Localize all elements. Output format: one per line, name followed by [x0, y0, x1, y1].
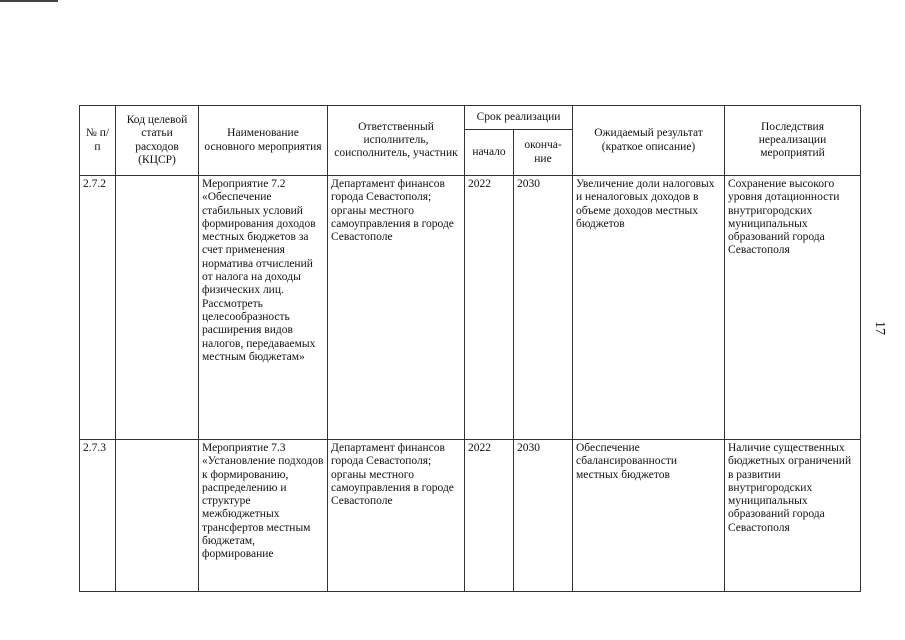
header-period: Срок реализации — [465, 106, 573, 130]
cell-result: Увеличение доли налоговых и неналоговых доходов в объеме доходов местных бюджетов — [573, 176, 725, 440]
cell-kcsr — [116, 440, 199, 592]
header-num: № п/п — [80, 106, 116, 176]
cell-consequences: Сохранение высокого уровня дотационности внутригородских муниципальных образований города Севастополя — [725, 176, 861, 440]
cell-end: 2030 — [514, 440, 573, 592]
cell-end: 2030 — [514, 176, 573, 440]
page-number: 17 — [872, 321, 887, 335]
table-row — [80, 176, 861, 440]
cell-name: Мероприятие 7.2 «Обеспечение стабильных условий формирования доходов местных бюджетов за счет применения норматива отчислений от налога на доходы физических лиц. Рассмотреть целесообразность расширения видов налогов, передаваемых местным бюджетам» — [199, 176, 328, 440]
cell-responsible: Департамент финансов города Севастополя; органы местного самоуправления в городе Севастополе — [328, 176, 465, 440]
cell-consequences: Наличие существенных бюджетных ограничений в развитии внутригородских муниципальных образований города Севастополя — [725, 440, 861, 592]
header-responsible: Ответственный исполнитель, соисполнитель, участник — [328, 106, 465, 176]
measures-table — [79, 105, 861, 592]
header-result: Ожидаемый результат (краткое описание) — [573, 106, 725, 176]
header-end: оконча-ние — [514, 130, 573, 176]
header-consequences: Последствия нереализации мероприятий — [725, 106, 861, 176]
cell-start: 2022 — [465, 176, 514, 440]
header-kcsr: Код целевой статьи расходов (КЦСР) — [116, 106, 199, 176]
table-row — [80, 440, 861, 592]
top-rule — [0, 0, 58, 2]
cell-responsible: Департамент финансов города Севастополя; органы местного самоуправления в городе Севастополе — [328, 440, 465, 592]
cell-num: 2.7.2 — [80, 176, 116, 440]
cell-result: Обеспечение сбалансированности местных бюджетов — [573, 440, 725, 592]
header-start: начало — [465, 130, 514, 176]
cell-start: 2022 — [465, 440, 514, 592]
header-name: Наименование основного мероприятия — [199, 106, 328, 176]
header-row-top — [80, 106, 861, 130]
cell-kcsr — [116, 176, 199, 440]
cell-num: 2.7.3 — [80, 440, 116, 592]
cell-name: Мероприятие 7.3 «Установление подходов к формированию, распределению и структуре межбюджетных трансфертов местным бюджетам, формирование — [199, 440, 328, 592]
